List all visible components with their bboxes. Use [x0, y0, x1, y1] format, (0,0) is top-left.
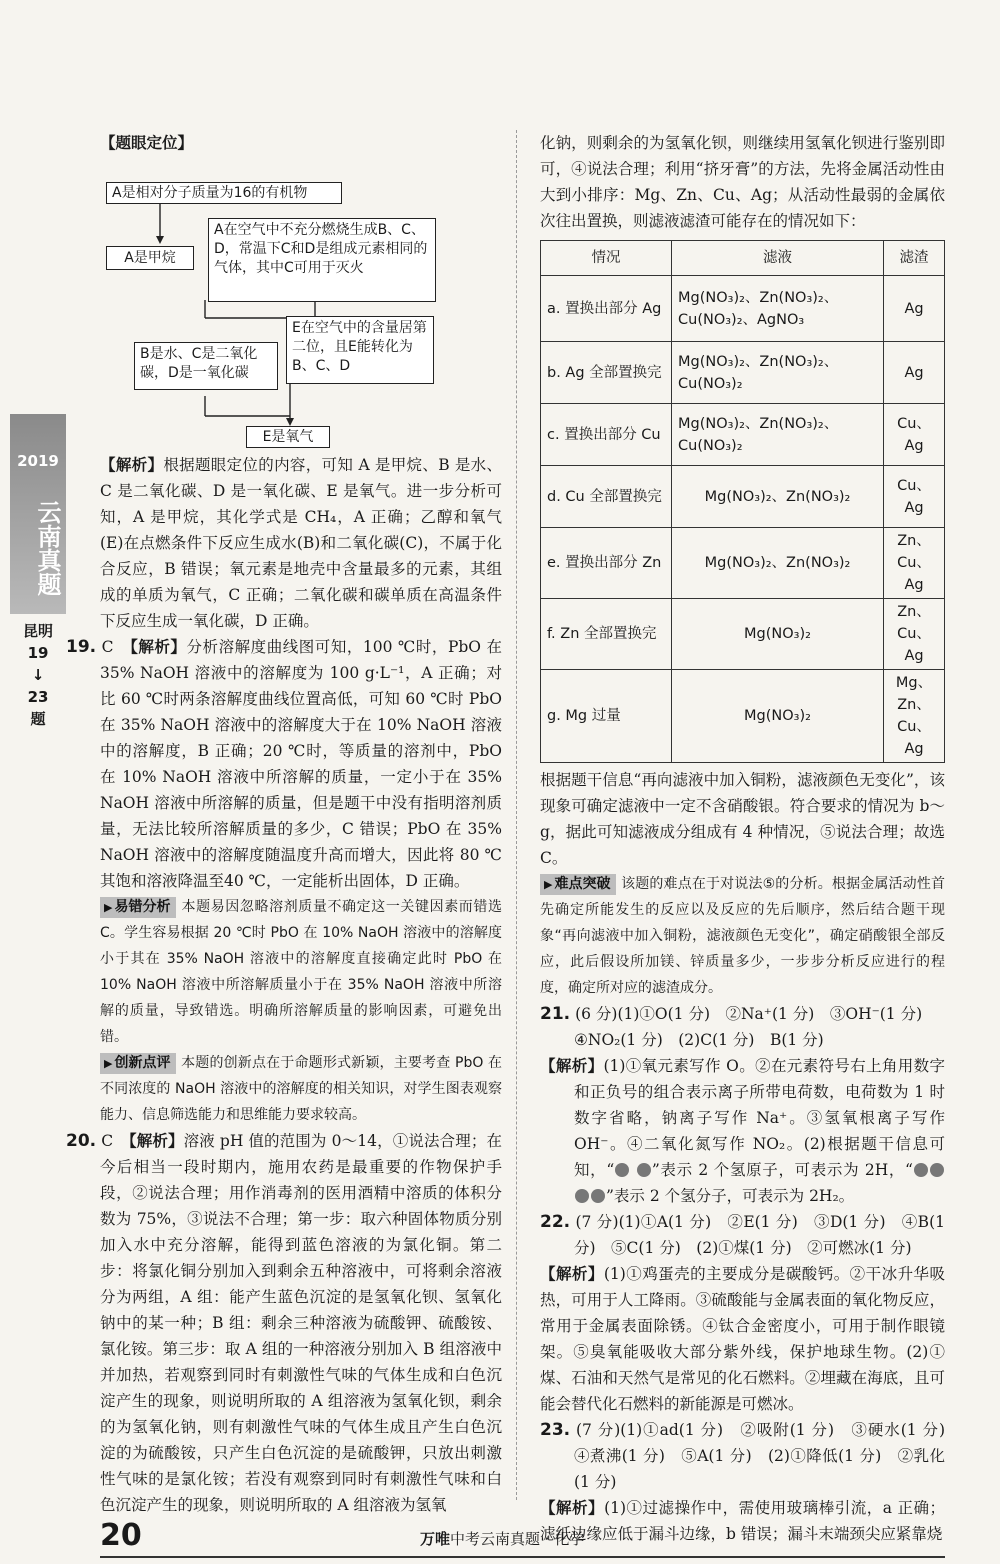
- flow-box-6: E是氧气: [246, 426, 330, 448]
- note-tag-innovation: ▶ 创新点评: [100, 1053, 176, 1074]
- table-row: [541, 599, 945, 670]
- q20-text: 溶液 pH 值的范围为 0～14，①说法合理；在今后相当一段时期内，施用农药是最重要的作物保护手段，②说法合理；用作消毒剂的医用酒精中溶质的体积分数为 75%，③说法不合理；第一步：取六种固体物质分别加入水中充分溶解，能得到蓝色溶液的为氯化铜。第二步：将氯化铜分别加入到剩余五种溶液中，可将剩余溶液分为两组，A 组：能产生蓝色沉淀的是氢氧化钡、氢氧化钠中的某一种；B 组：剩余三种溶液为硫酸钾、硫酸铵、氯化铵。第三步：取 A 组的一种溶液分别加入 B 组溶液中并加热，若观察到同时有刺激性气味的气体生成和白色沉淀产生的现象，则说明所取的 A 组溶液为氢氧化钡，剩余的为氢氧化钠，则有刺激性气味的气体生成且产生白色沉淀的为硫酸铵，只产生白色沉淀的是硫酸钾，只放出刺激性气味的是氯化铵；若没有观察到同时有刺激性气味和白色沉淀产生的现象，则说明所取的 A 组溶液为氢氧: [100, 1132, 502, 1514]
- table-row: [541, 276, 945, 342]
- q22-analysis: [540, 1261, 945, 1417]
- q21-answer-line2: ④NO₂(1 分) (2)C(1 分) B(1 分): [574, 1031, 824, 1049]
- flowchart: [100, 158, 502, 446]
- q18-text: 根据题眼定位的内容，可知 A 是甲烷、B 是水、C 是二氧化碳、D 是一氧化碳、E 是氧气。进一步分析可知，A 是甲烷，其化学式是 CH₄，A 正确；乙醇和氧气(E)在点燃条件下反应生成水(B)和二氧化碳(C)，不属于化合反应，B 错误；氧元素是地壳中含量最多的元素，其组成的单质为氧气，C 正确；二氧化碳和碳单质在高温条件下反应生成一氧化碳，D 正确。: [100, 456, 502, 630]
- q20-note-difficulty: [540, 871, 945, 1001]
- column-divider: [516, 130, 517, 1500]
- q20-note-text: 该题的难点在于对说法⑤的分析。根据金属活动性首先确定所能发生的反应以及反应的先后顺序，然后结合题干现象“再向滤液中加入铜粉，滤液颜色无变化”，确定硝酸银全部反应，此后假设所加镁、锌质量多少，一步步分析反应进行的程度，确定所对应的滤渣成分。: [540, 876, 945, 996]
- q23-analysis: [540, 1495, 945, 1547]
- footer-rule: [100, 1556, 945, 1558]
- q22-answer-text: (7 分)(1)①A(1 分) ②E(1 分) ③D(1 分) ④B(1 分) ⑤C(1 分) (2)①煤(1 分) ②可燃冰(1 分): [574, 1213, 945, 1257]
- hydrogen-atom-icon: [637, 1163, 651, 1177]
- flow-box-1: A是相对分子质量为16的有机物: [106, 182, 342, 204]
- q23-block: [540, 1417, 961, 1547]
- table-cell-residue: Ag: [884, 276, 945, 342]
- table-header-filtrate: 滤液: [672, 241, 884, 276]
- footer-text: 中考云南真题 · 化学: [450, 1530, 585, 1548]
- q20-continued: 化钠，则剩余的为氢氧化钡，则继续用氢氧化钡进行鉴别即可，④说法合理；利用“挤牙膏”的方法，先将金属活动性由大到小排序：Mg、Zn、Cu、Ag；从活动性最弱的金属依次往出置换，则滤液滤渣可能存在的情况如下：: [540, 134, 945, 230]
- q19-answer: C: [101, 638, 114, 656]
- q19-block: [66, 634, 502, 1128]
- table-cell-filtrate: Mg(NO₃)₂、Zn(NO₃)₂、Cu(NO₃)₂: [672, 342, 884, 404]
- table-row: [541, 342, 945, 404]
- flow-box-2: A在空气中不充分燃烧生成B、C、D，常温下C和D是组成元素相同的气体，其中C可用于灭火: [208, 218, 436, 302]
- q20-analysis: [66, 1128, 502, 1518]
- q21-block: [540, 1001, 945, 1209]
- table-cell-filtrate: Mg(NO₃)₂、Zn(NO₃)₂: [672, 528, 884, 599]
- table-cell-residue: Zn、Cu、Ag: [884, 528, 945, 599]
- hydrogen-molecule-icon: [575, 1189, 589, 1203]
- table-header-case: 情况: [541, 241, 672, 276]
- q20-tag: 【解析】: [128, 1131, 184, 1150]
- table-cell-residue: Mg、Zn、Cu、Ag: [884, 670, 945, 763]
- q19-note-error-text: 本题易因忽略溶剂质量不确定这一关键因素而错选 C。学生容易根据 20 ℃时 PbO 在 10% NaOH 溶液中的溶解度小于其在 35% NaOH 溶液中的溶解度直接确定此时 PbO 在 10% NaOH 溶液中所溶解质量小于在 35% NaOH 溶液中所溶解的质量，导致错选。明确所溶解质量的影响因素，可避免出错。: [100, 899, 502, 1045]
- table-row: [541, 466, 945, 528]
- q21-analysis: [540, 1053, 945, 1209]
- q21-answer: [540, 1001, 945, 1027]
- q23-number: 23.: [540, 1420, 571, 1440]
- table-row: [541, 670, 945, 763]
- q21-text3: ”表示 2 个氢分子，可表示为 2H₂。: [606, 1187, 855, 1205]
- q22-text: (1)①鸡蛋壳的主要成分是碳酸钙。②干冰升华吸热，可用于人工降雨。③硫酸能与金属表面的氧化物反应，常用于金属表面除锈。④钛合金密度小，可用于制作眼镜架。⑤臭氧能吸收大部分紫外线，保护地球生物。(2)①煤、石油和天然气是常见的化石燃料。②埋藏在海底，且可能会替代化石燃料的新能源是可燃冰。: [540, 1265, 945, 1413]
- q19-text: 分析溶解度曲线图可知，100 ℃时，PbO 在 35% NaOH 溶液中的溶解度为 100 g·L⁻¹，A 正确；对比 60 ℃时两条溶解度曲线位置高低，可知 60 ℃时 PbO 在 35% NaOH 溶液中的溶解度大于在 10% NaOH 溶液中的溶解度，B 正确；20 ℃时，等质量的溶剂中，PbO 在 10% NaOH 溶液中所溶解的质量，一定小于在 35% NaOH 溶液中所溶解的质量，但是题干中没有指明溶剂质量，无法比较所溶解质量的多少，C 错误；PbO 在 35% NaOH 溶液中的溶解度随温度升高而增大，因此将 80 ℃其饱和溶液降温至40 ℃，一定能析出固体，D 正确。: [100, 638, 502, 890]
- table-cell-case: g. Mg 过量: [541, 670, 672, 763]
- q18-analysis: [100, 452, 502, 634]
- table-cell-filtrate: Mg(NO₃)₂: [672, 670, 884, 763]
- table-cell-residue: Zn、Cu、Ag: [884, 599, 945, 670]
- table-cell-filtrate: Mg(NO₃)₂、Zn(NO₃)₂、Cu(NO₃)₂: [672, 404, 884, 466]
- q21-text2: ”表示 2 个氢原子，可表示为 2H，“: [651, 1161, 913, 1179]
- sidebar-range: [20, 620, 56, 730]
- sidebar-city: 昆明: [22, 622, 53, 640]
- table-cell-residue: Cu、Ag: [884, 466, 945, 528]
- q19-tag: 【解析】: [130, 637, 187, 656]
- table-cell-case: f. Zn 全部置换完: [541, 599, 672, 670]
- table-cell-case: b. Ag 全部置换完: [541, 342, 672, 404]
- footer-title: [420, 1528, 584, 1549]
- q22-answer: [540, 1209, 945, 1261]
- note-tag-difficulty: ▶ 难点突破: [540, 874, 616, 895]
- q23-text: (1)①过滤操作中，需使用玻璃棒引流，a 正确；滤纸边缘应低于漏斗边缘，b 错误；漏斗末端颈尖应紧靠烧: [540, 1499, 945, 1543]
- table-row: [541, 404, 945, 466]
- table-header-row: [541, 241, 945, 276]
- q23-tag: 【解析】: [540, 1498, 605, 1517]
- q20-after-table: 根据题干信息“再向滤液中加入铜粉，滤液颜色无变化”，该现象可确定滤液中一定不含硝酸银。符合要求的情况为 b～g，据此可知滤液成分组成有 4 种情况，⑤说法合理；故选 C。: [540, 771, 945, 867]
- hydrogen-molecule-icon: [930, 1163, 944, 1177]
- table-body: [541, 276, 945, 763]
- q19-note-error: [100, 894, 502, 1050]
- q19-note-innovation-text: 本题的创新点在于命题形式新颖，主要考查 PbO 在不同浓度的 NaOH 溶液中的溶解度的相关知识，对学生图表观察能力、信息筛选能力和思维能力要求较高。: [100, 1055, 502, 1123]
- hydrogen-molecule-icon: [591, 1189, 605, 1203]
- flow-box-4: E在空气中的含量居第二位，且E能转化为B、C、D: [286, 316, 434, 384]
- flow-box-3: A是甲烷: [106, 246, 194, 270]
- q20-answer: C: [101, 1132, 114, 1150]
- table-header-residue: 滤渣: [884, 241, 945, 276]
- q19-number: 19.: [66, 637, 97, 657]
- sidebar-from: 19: [27, 644, 49, 662]
- q23-answer: [540, 1417, 961, 1495]
- table-cell-residue: Ag: [884, 342, 945, 404]
- sidebar-title: 云南真题: [33, 500, 62, 596]
- q21-text1: (1)①氧元素写作 O。②在元素符号右上角用数字和正负号的组合表示离子所带电荷数，电荷数为 1 时数字省略，钠离子写作 Na⁺。③氢氧根离子写作 OH⁻。④二氧化氮写作 NO₂。(2)根据题干信息可知，“: [574, 1057, 945, 1179]
- sidebar-arrow: ↓: [31, 666, 45, 684]
- left-column: [66, 130, 502, 1518]
- q20-number: 20.: [66, 1131, 97, 1151]
- right-column: [540, 130, 961, 1547]
- table-cell-residue: Cu、Ag: [884, 404, 945, 466]
- page-number: 20: [100, 1518, 142, 1553]
- sidebar-year: 2019: [17, 452, 59, 470]
- table-cell-case: c. 置换出部分 Cu: [541, 404, 672, 466]
- flowchart-tag: 【题眼定位】: [100, 133, 194, 152]
- q19-note-innovation: [100, 1050, 502, 1128]
- q21-number: 21.: [540, 1004, 571, 1024]
- q21-answer-line1: (6 分)(1)①O(1 分) ②Na⁺(1 分) ③OH⁻(1 分): [575, 1005, 923, 1023]
- q23-answer-text: (7 分)(1)①ad(1 分) ②吸附(1 分) ③硬水(1 分) ④煮沸(1 分) ⑤A(1 分) (2)①降低(1 分) ②乳化(1 分): [574, 1421, 961, 1491]
- sidebar-suffix: 题: [30, 710, 46, 728]
- q18-tag: 【解析】: [100, 455, 164, 474]
- table-cell-filtrate: Mg(NO₃)₂、Zn(NO₃)₂、Cu(NO₃)₂、AgNO₃: [672, 276, 884, 342]
- table-cell-filtrate: Mg(NO₃)₂: [672, 599, 884, 670]
- q22-block: [540, 1209, 945, 1417]
- hydrogen-molecule-icon: [914, 1163, 928, 1177]
- note-tag-error: ▶ 易错分析: [100, 897, 176, 918]
- q22-tag: 【解析】: [540, 1264, 604, 1283]
- q19-analysis: [66, 634, 502, 894]
- hydrogen-atom-icon: [615, 1163, 629, 1177]
- table-cell-case: d. Cu 全部置换完: [541, 466, 672, 528]
- footer-brand: 万唯: [420, 1530, 451, 1548]
- sidebar-to: 23: [27, 688, 49, 706]
- table-cell-case: a. 置换出部分 Ag: [541, 276, 672, 342]
- table-row: [541, 528, 945, 599]
- q21-tag: 【解析】: [540, 1056, 604, 1075]
- table-cell-filtrate: Mg(NO₃)₂、Zn(NO₃)₂: [672, 466, 884, 528]
- metal-replacement-table: [540, 240, 945, 763]
- q22-number: 22.: [540, 1212, 571, 1232]
- table-cell-case: e. 置换出部分 Zn: [541, 528, 672, 599]
- flow-box-5: B是水、C是二氧化碳，D是一氧化碳: [134, 342, 278, 390]
